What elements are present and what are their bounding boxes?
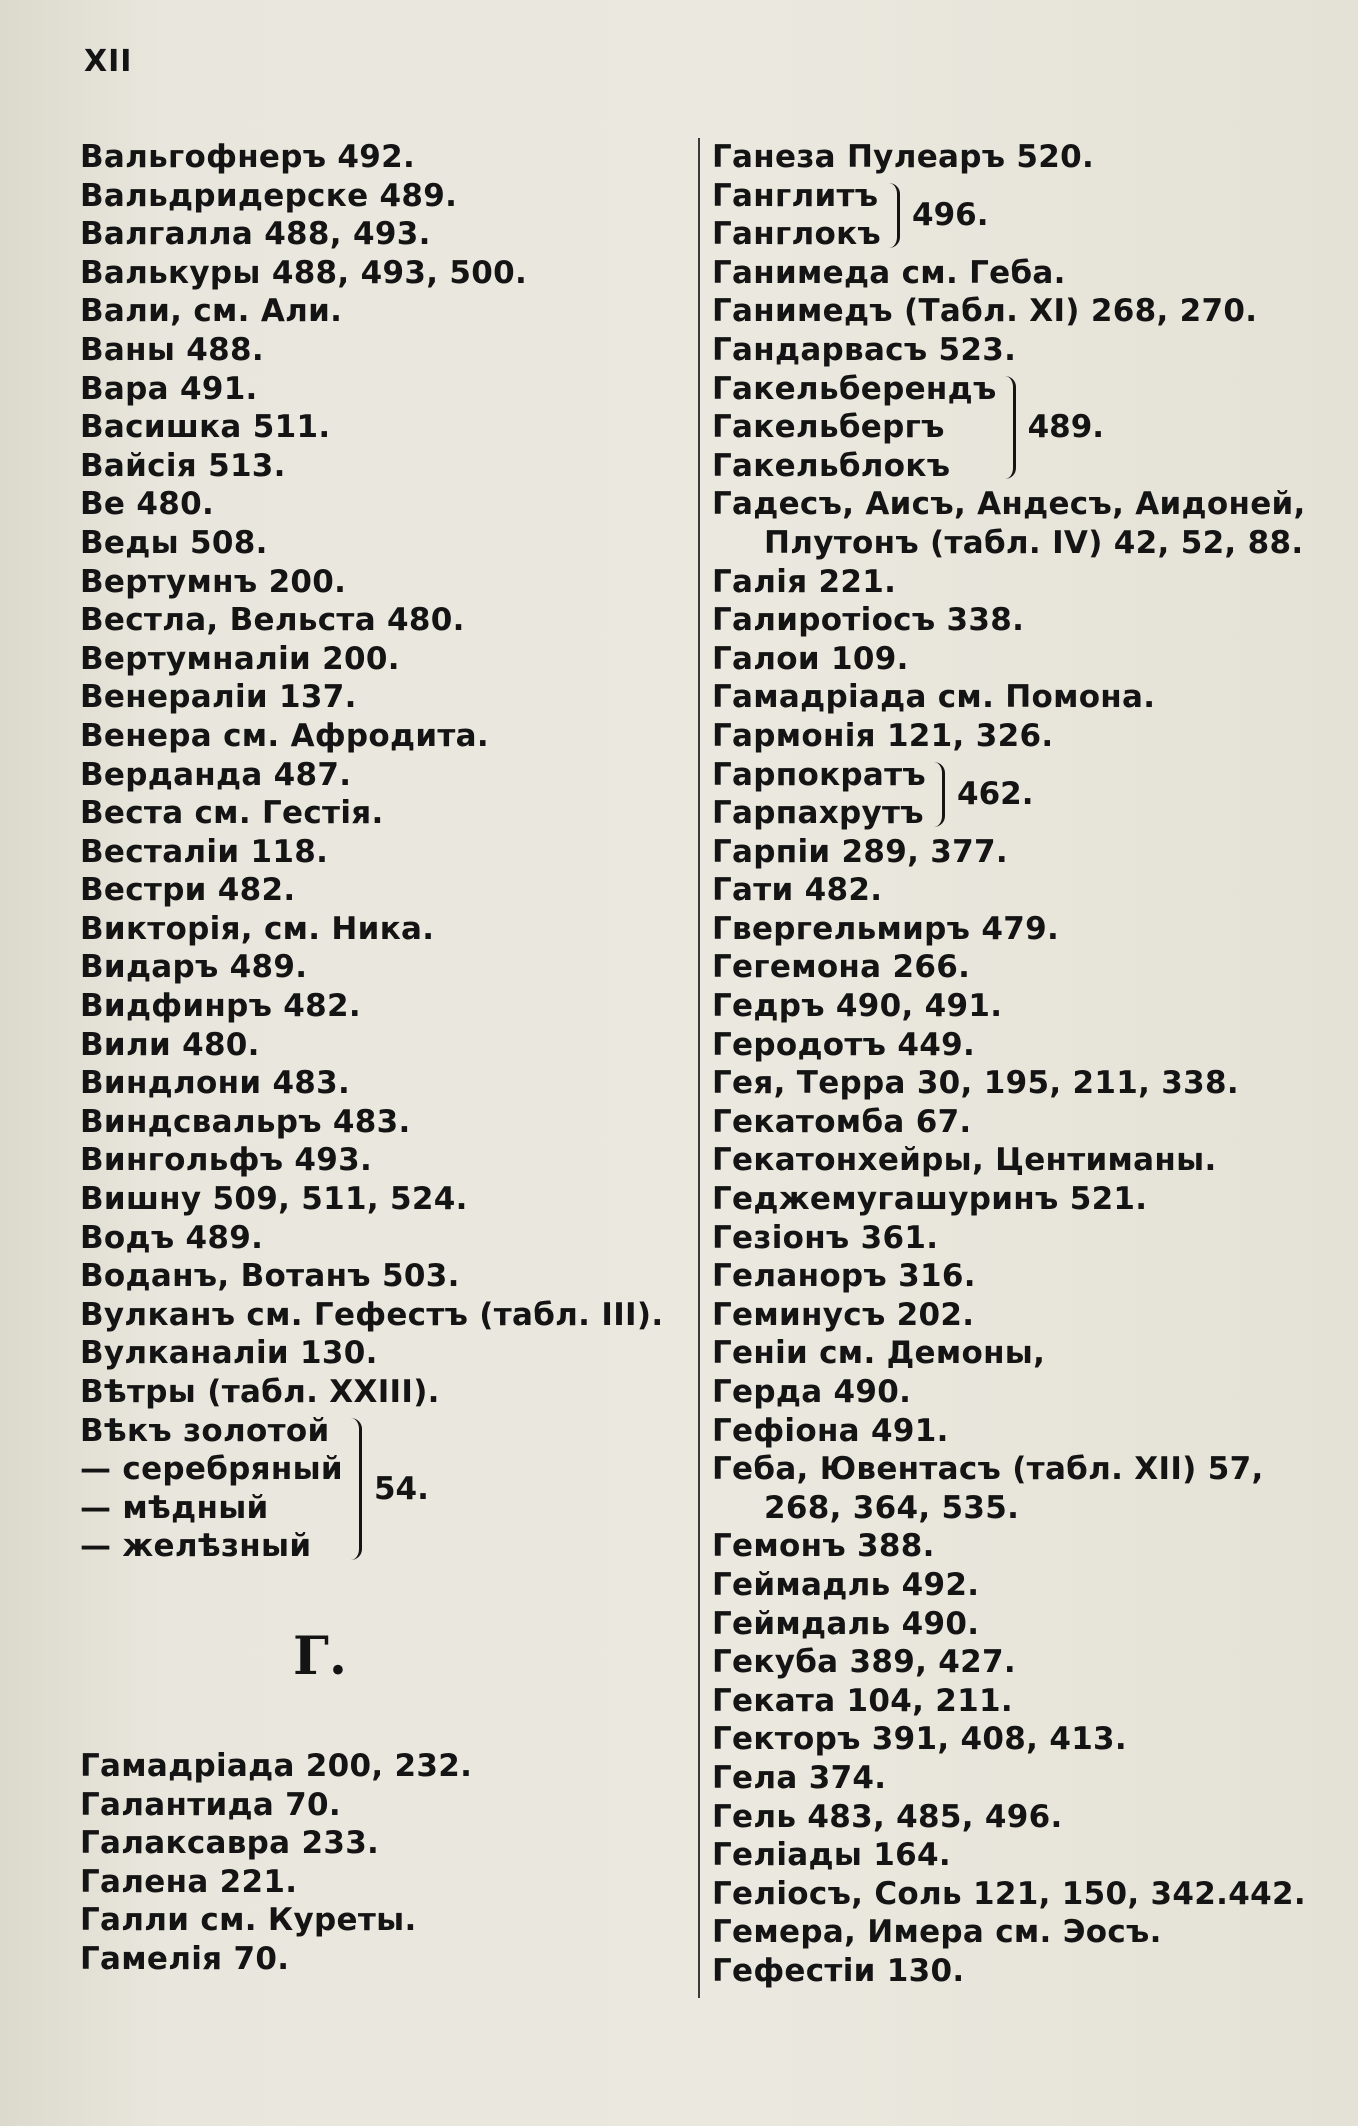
right-entries-c (712, 1527, 1342, 1990)
index-entry: Галиротіосъ 338. (712, 602, 1025, 639)
gakelberend-group (712, 370, 1342, 486)
index-entry: Гемера, Имера см. Эосъ. (712, 1914, 1162, 1951)
index-entry: Геланоръ 316. (712, 1258, 976, 1295)
index-entry: Галои 109. (712, 640, 909, 677)
index-entry: Видфинръ 482. (80, 988, 361, 1025)
index-entry: Галена 221. (80, 1863, 298, 1900)
section-letter: Г. (292, 1625, 347, 1687)
age-group-ref: 54. (373, 1470, 429, 1507)
index-entry: Гекуба 389, 427. (712, 1644, 1016, 1681)
ganglit-group (712, 177, 1342, 254)
index-entry-continuation: 268, 364, 535. (764, 1489, 1020, 1526)
brace-icon (889, 183, 900, 248)
index-entry: Гея, Терра 30, 195, 211, 338. (712, 1065, 1239, 1102)
page-number: XII (84, 44, 133, 79)
index-entry: Вестри 482. (80, 872, 296, 909)
index-entry: Валгалла 488, 493. (80, 216, 431, 253)
index-entry: Вертумналіи 200. (80, 640, 400, 677)
index-entry: Ганимедъ (Табл. XI) 268, 270. (712, 293, 1258, 330)
index-entry: Геліады 164. (712, 1837, 951, 1874)
index-entry: Гегемона 266. (712, 949, 971, 986)
group-items (712, 370, 997, 486)
right-column (712, 138, 1342, 1991)
index-entry: Видаръ 489. (80, 949, 308, 986)
index-entry: Геродотъ 449. (712, 1026, 976, 1063)
index-entry: Геймдаль 490. (712, 1605, 980, 1642)
index-entry: Гарпіи 289, 377. (712, 833, 1008, 870)
index-entry: Ве 480. (80, 486, 215, 523)
brace-icon (351, 1418, 362, 1560)
index-entry: Вертумнъ 200. (80, 563, 347, 600)
index-entry: Васишка 511. (80, 409, 331, 446)
index-entry: Виндлони 483. (80, 1065, 351, 1102)
left-column (80, 138, 700, 1979)
index-entry: Виндсвальръ 483. (80, 1103, 411, 1140)
index-entry: Гамелія 70. (80, 1940, 290, 1977)
index-entry: Веды 508. (80, 524, 268, 561)
group-ref: 496. (912, 197, 989, 234)
index-entry: Вальдридерске 489. (80, 177, 458, 214)
index-entry: Галія 221. (712, 563, 897, 600)
index-entry: Гефестіи 130. (712, 1952, 965, 1989)
group-items (712, 756, 926, 833)
right-entries-a (712, 563, 1342, 756)
age-group (80, 1412, 700, 1566)
group-ref: 462. (957, 776, 1034, 813)
index-entry: Геджемугашуринъ 521. (712, 1181, 1148, 1218)
age-group-item: — мѣдный (80, 1489, 269, 1526)
index-entry: Викторія, см. Ника. (80, 910, 435, 947)
age-group-item: Вѣкъ золотой (80, 1412, 330, 1449)
index-entry: Ганимеда см. Геба. (712, 254, 1066, 291)
index-entry: Гела 374. (712, 1759, 887, 1796)
index-entry: Гефіона 491. (712, 1412, 949, 1449)
index-entry: Вѣтры (табл. XXIII). (80, 1374, 440, 1410)
index-entry: Гекатомба 67. (712, 1103, 972, 1140)
index-entry: Воданъ, Вотанъ 503. (80, 1258, 460, 1295)
index-entry: Гамадріада 200, 232. (80, 1747, 473, 1784)
index-entry: Геймадль 492. (712, 1566, 980, 1603)
index-entry: Геката 104, 211. (712, 1682, 1013, 1719)
garpokrat-group (712, 756, 1342, 833)
index-entry: Вальгофнеръ 492. (80, 139, 416, 175)
index-entry: Венера см. Афродита. (80, 717, 489, 754)
index-entry: Ваны 488. (80, 331, 264, 368)
index-entry: Вали, см. Али. (80, 293, 343, 330)
index-entry-continuation: Плутонъ (табл. IV) 42, 52, 88. (764, 524, 1304, 561)
brace-icon (1005, 376, 1016, 480)
index-entry: Вили 480. (80, 1026, 260, 1063)
index-entry: Вулканъ см. Гефестъ (табл. III). (80, 1296, 664, 1333)
index-entry: Гармонія 121, 326. (712, 717, 1054, 754)
group-item: Ганглокъ (712, 216, 882, 253)
index-entry: Геба, Ювентасъ (табл. XII) 57, (712, 1451, 1264, 1488)
index-entry: Вара 491. (80, 370, 258, 407)
right-entries-b (712, 833, 1342, 1489)
index-entry: Гезіонъ 361. (712, 1219, 939, 1256)
index-entry: Гекатонхейры, Центиманы. (712, 1142, 1217, 1179)
index-entry: Веста см. Гестія. (80, 795, 384, 832)
age-group-item: — желѣзный (80, 1528, 312, 1565)
index-entry: Гандарвасъ 523. (712, 331, 1017, 368)
left-entries-top (80, 138, 700, 1412)
index-entry: Валькуры 488, 493, 500. (80, 254, 528, 291)
left-entries-bottom (80, 1747, 700, 1979)
index-entry: Водъ 489. (80, 1219, 264, 1256)
index-entry: Гель 483, 485, 496. (712, 1798, 1063, 1835)
index-entry: Верданда 487. (80, 756, 352, 793)
group-item: Гарпахрутъ (712, 795, 924, 832)
index-entry: Гамадріада см. Помона. (712, 679, 1156, 716)
index-entry: Геминусъ 202. (712, 1296, 975, 1333)
group-item: Ганглитъ (712, 177, 879, 214)
index-entry: Герда 490. (712, 1374, 912, 1410)
index-entry: Вишну 509, 511, 524. (80, 1181, 468, 1218)
index-entry: Гекторъ 391, 408, 413. (712, 1721, 1128, 1758)
index-entry: Вестла, Вельста 480. (80, 602, 465, 639)
index-entry: Весталіи 118. (80, 833, 329, 870)
index-entry: Вайсія 513. (80, 447, 286, 484)
index-entry: Вулканаліи 130. (80, 1335, 378, 1372)
index-entry: Вингольфъ 493. (80, 1142, 373, 1179)
index-entry: Гвергельмиръ 479. (712, 910, 1060, 947)
group-items (712, 177, 881, 254)
group-item: Гакельбергъ (712, 409, 945, 446)
index-entry: Венераліи 137. (80, 679, 357, 716)
index-entry: Галантида 70. (80, 1786, 341, 1823)
index-entry: Геніи см. Демоны, (712, 1335, 1046, 1372)
index-entry: Гадесъ, Аисъ, Андесъ, Аидоней, (712, 486, 1306, 523)
index-entry: Ганеза Пулеаръ 520. (712, 139, 1095, 175)
index-entry: Гедръ 490, 491. (712, 988, 1003, 1025)
index-entry: Галли см. Куреты. (80, 1902, 417, 1939)
age-group-item: — серебряный (80, 1451, 343, 1488)
group-item: Гарпократъ (712, 756, 926, 793)
index-entry: Гемонъ 388. (712, 1528, 935, 1565)
group-item: Гакельберендъ (712, 370, 997, 407)
group-item: Гакельблокъ (712, 447, 951, 484)
group-ref: 489. (1027, 409, 1105, 446)
index-entry: Галаксавра 233. (80, 1825, 380, 1862)
index-entry: Гати 482. (712, 872, 883, 909)
index-entry: Геліосъ, Соль 121, 150, 342.442. (712, 1875, 1306, 1912)
brace-icon (934, 762, 945, 827)
age-group-items (80, 1412, 343, 1566)
